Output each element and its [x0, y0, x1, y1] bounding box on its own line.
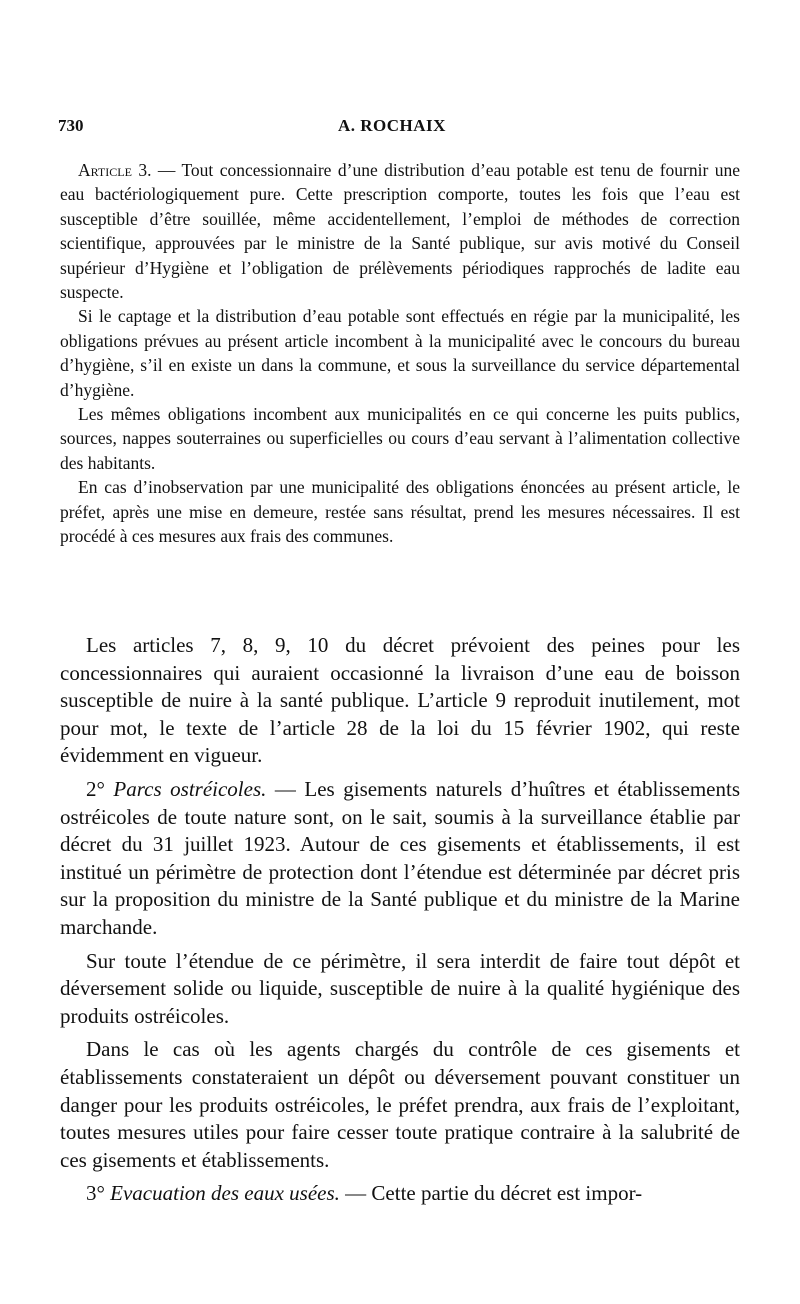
body-paragraph: Dans le cas où les agents chargés du contrôle de ces gisements et établissements constateraient un dépôt ou déversement pouvant constituer un danger pour les produits ostréicoles, le préfet prendra, aux frais de l’exploitant, toutes mesures utiles pour faire cesser toute pratique contraire à la salubrité de ces gisements et établissements. — [60, 1037, 740, 1172]
page-header — [58, 116, 738, 140]
quoted-paragraph-text: — Tout concessionnaire d’une distribution d’eau potable est tenu de fournir une eau bactériologiquement pure. Cette prescription comporte, toutes les fois que l’eau est susceptible d’être souillée, même accidentellement, l’emploi de méthodes de correction scientifique, approuvées par le ministre de la Santé publique, sur avis motivé du Conseil supérieur d’Hygiène et l’obligation de prélèvements périodiques rapprochés de ladite eau suspecte. — [60, 160, 740, 303]
quoted-paragraph: En cas d’inobservation par une municipalité des obligations énoncées au présent article, le préfet, après une mise en demeure, restée sans résultat, prend les mesures nécessaires. Il est procédé à ces mesures aux frais des communes. — [60, 477, 740, 547]
running-title: A. ROCHAIX — [338, 116, 446, 135]
body-paragraph-text: — Cette partie du décret est impor- — [339, 1181, 643, 1206]
body-text — [60, 632, 740, 1214]
quoted-paragraph: Les mêmes obligations incombent aux municipalités en ce qui concerne les puits publics, sources, nappes souterraines ou superficielles ou cours d’eau servant à l’alimentation collective des habitants. — [60, 404, 740, 473]
quoted-article — [60, 158, 740, 549]
page-number: 730 — [58, 116, 84, 135]
body-paragraph — [60, 1180, 740, 1208]
body-paragraph — [60, 776, 740, 942]
article-label: Article 3. — [78, 160, 152, 180]
quoted-paragraph — [60, 158, 740, 304]
body-paragraph-text: — Les gisements naturels d’huîtres et établissements ostréicoles de toute nature sont, on le sait, soumis à la surveillance établie par décret du 31 juillet 1923. Autour de ces gisements et établissements, il est institué un périmètre de protection dont l’étendue est déterminée par décret pris sur la proposition du ministre de la Santé publique et du ministre de la Marine marchande. — [60, 776, 741, 939]
section-heading: Evacuation des eaux usées. — [110, 1181, 340, 1206]
section-number: 2° — [86, 776, 105, 801]
section-number: 3° — [86, 1181, 105, 1206]
body-paragraph: Les articles 7, 8, 9, 10 du décret prévoient des peines pour les concessionnaires qui auraient occasionné la livraison d’une eau de boisson susceptible de nuire à la santé publique. L’article 9 reproduit inutilement, mot pour mot, le texte de l’article 28 de la loi du 15 février 1902, qui reste évidemment en vigueur. — [60, 633, 740, 768]
section-heading: Parcs ostréicoles. — [113, 776, 267, 801]
quoted-paragraph: Si le captage et la distribution d’eau potable sont effectués en régie par la municipalité, les obligations prévues au présent article incombent à la municipalité avec le concours du bureau d’hygiène, s’il en existe un dans la commune, et sous la surveillance du service départemental d’hygiène. — [60, 306, 740, 400]
body-paragraph: Sur toute l’étendue de ce périmètre, il sera interdit de faire tout dépôt et déversement solide ou liquide, susceptible de nuire à la qualité hygiénique des produits ostréicoles. — [60, 948, 740, 1028]
